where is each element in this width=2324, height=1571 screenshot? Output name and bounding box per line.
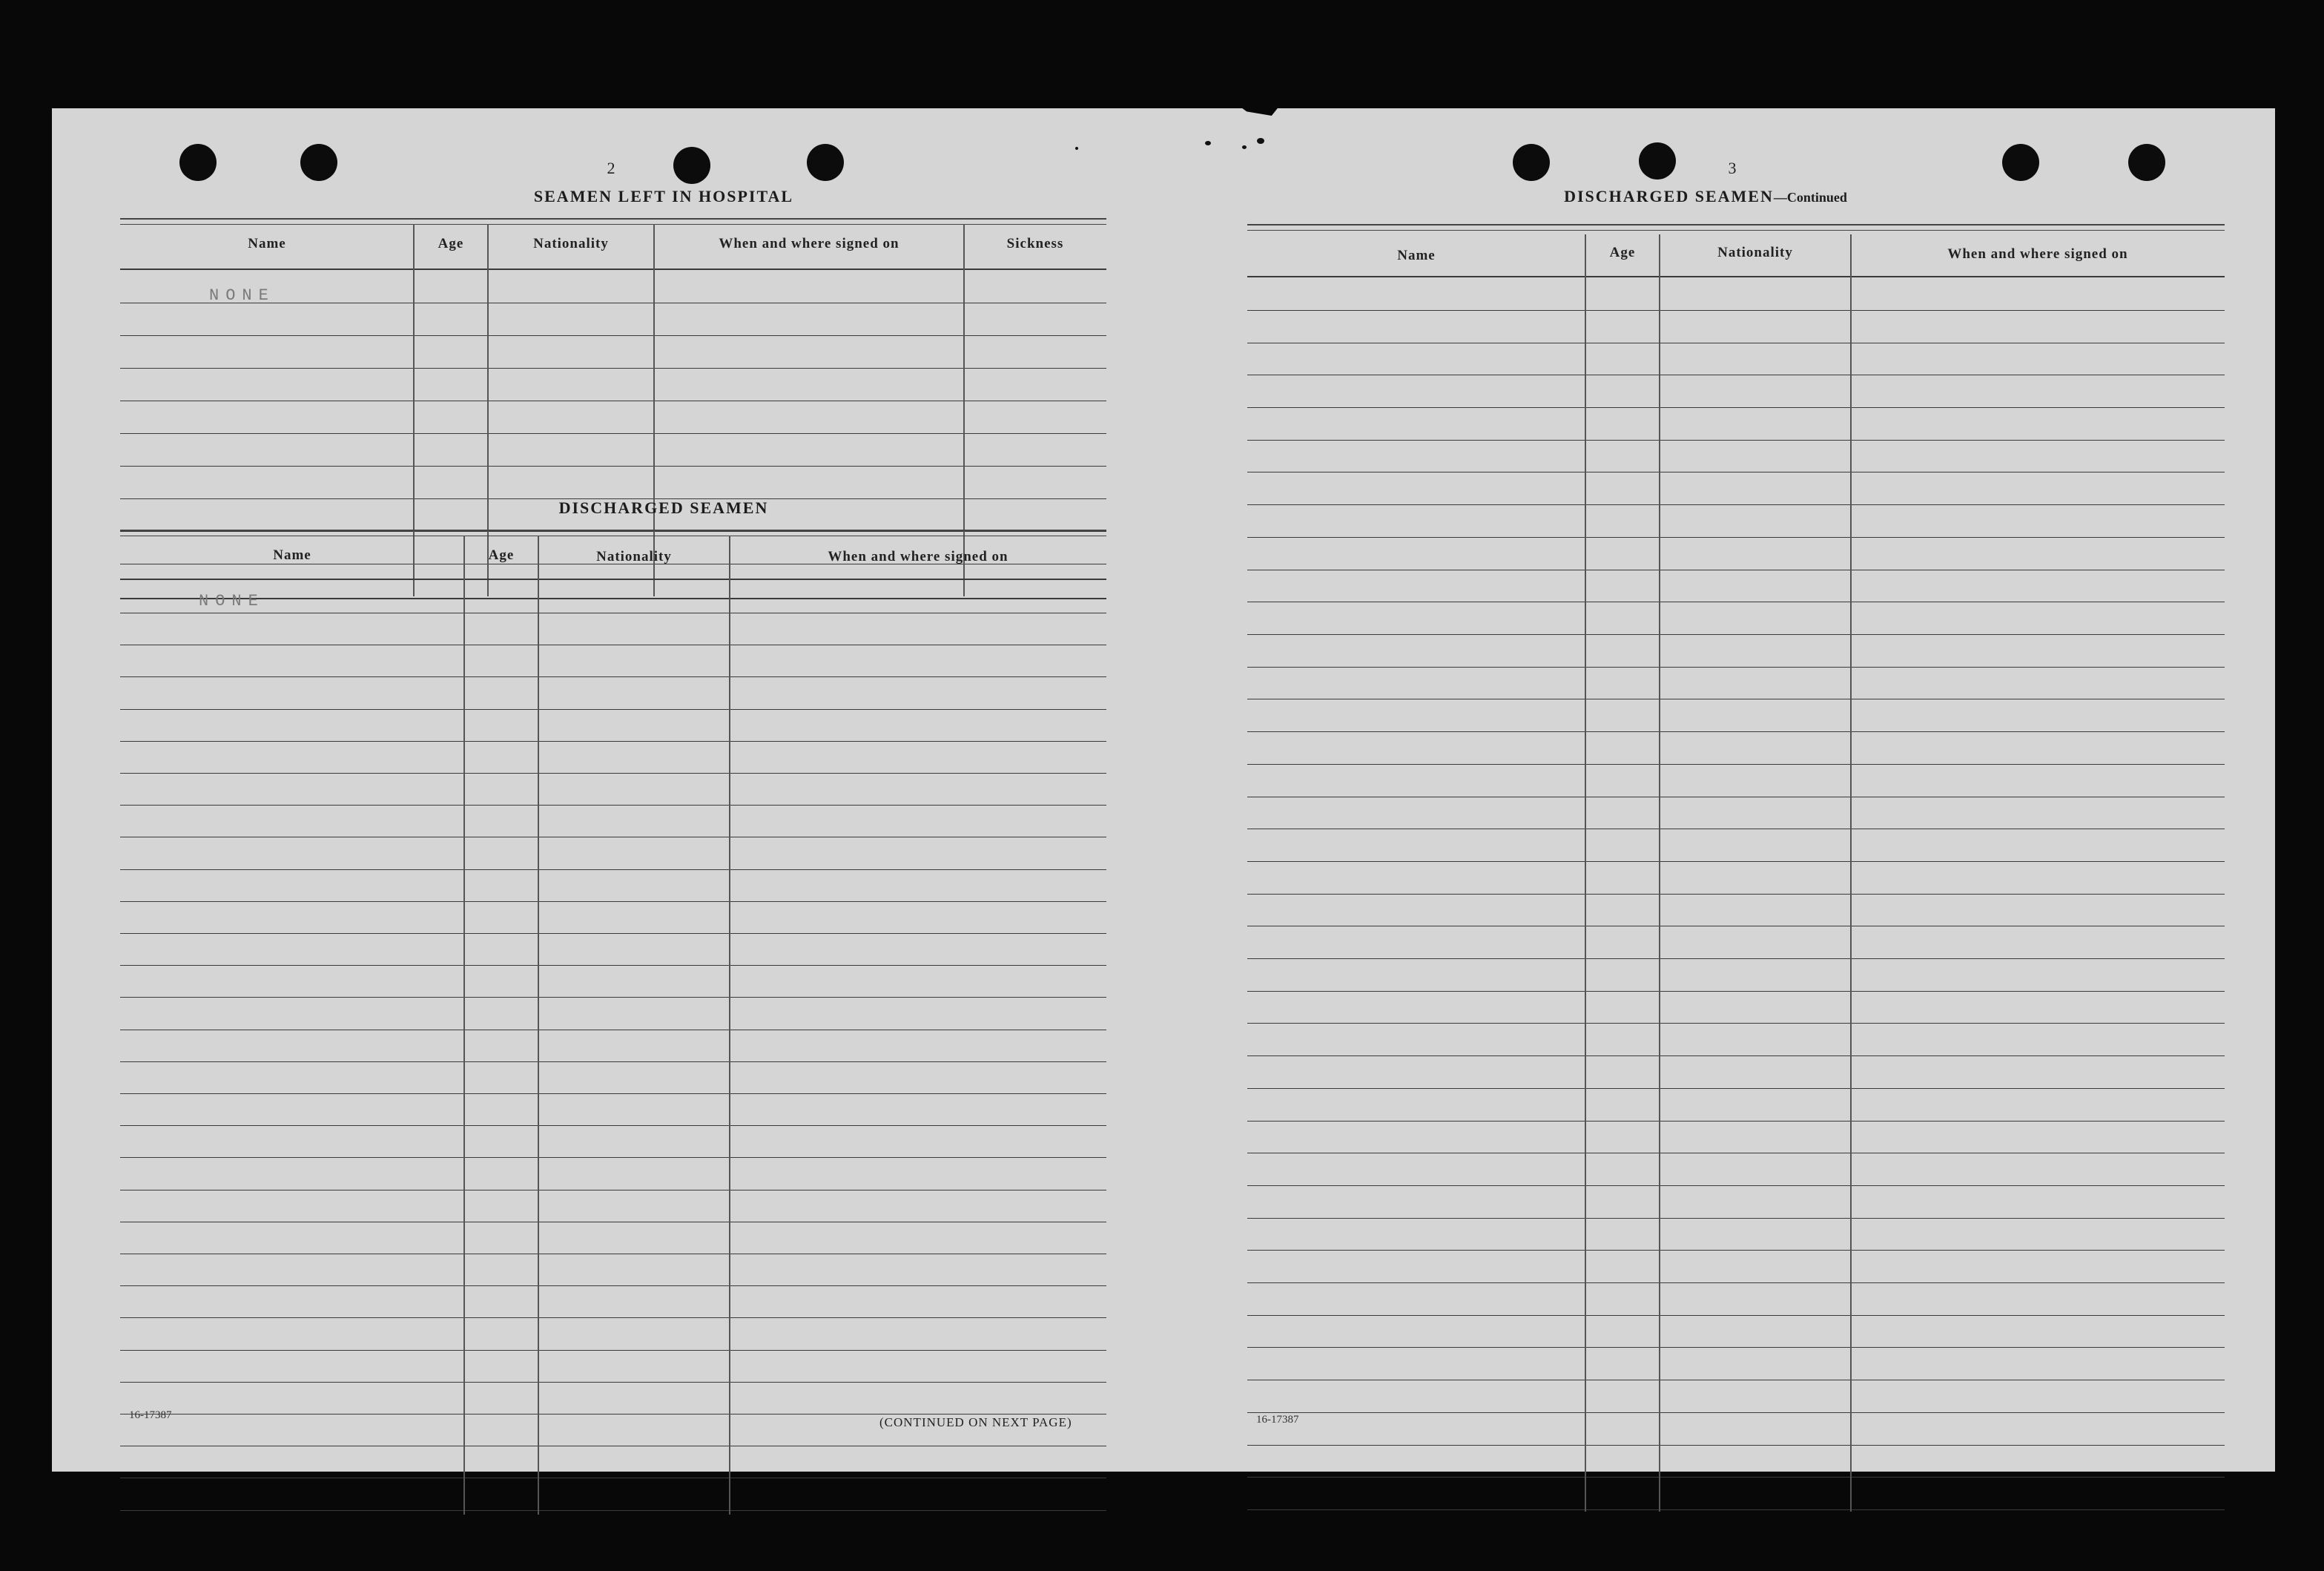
ruled-line <box>1247 667 2225 668</box>
ruled-line <box>1247 1121 2225 1122</box>
discharged-header-rule <box>120 579 1106 580</box>
ruled-line <box>120 773 1106 774</box>
ruled-line <box>120 1350 1106 1351</box>
right-col-signed-on: When and where signed on <box>1947 246 2128 262</box>
hospital-divider <box>413 224 415 596</box>
hospital-col-sickness: Sickness <box>1006 236 1064 251</box>
right-col-nationality: Nationality <box>1717 245 1793 260</box>
hospital-divider <box>653 224 655 596</box>
punch-hole <box>807 144 844 181</box>
ruled-line <box>1247 1023 2225 1024</box>
ruled-line <box>120 965 1106 966</box>
paper-tear <box>1238 105 1280 116</box>
ruled-line <box>1247 1315 2225 1316</box>
ruled-line <box>120 1157 1106 1158</box>
ruled-line <box>1247 1347 2225 1348</box>
ruled-line <box>120 1317 1106 1318</box>
page-number-right: 3 <box>1728 159 1737 177</box>
ruled-line <box>120 933 1106 934</box>
ruled-line <box>1247 1282 2225 1283</box>
ruled-line <box>1247 407 2225 408</box>
punch-hole <box>2002 144 2039 181</box>
discharged-col-nationality: Nationality <box>596 549 672 564</box>
discharged-top-rule <box>120 530 1106 536</box>
discharged-divider <box>538 536 539 1515</box>
ruled-line <box>1247 1055 2225 1056</box>
hospital-col-signed-on: When and where signed on <box>719 236 899 251</box>
discharged-col-name: Name <box>273 547 311 563</box>
ruled-line <box>1247 504 2225 505</box>
ruled-line <box>1247 440 2225 441</box>
document-spread <box>52 108 2275 1472</box>
hospital-col-age: Age <box>438 236 464 251</box>
ruled-line <box>1247 1445 2225 1446</box>
discharged-entry-none: NONE <box>199 592 265 610</box>
ruled-line <box>1247 634 2225 635</box>
ruled-line <box>120 368 1106 369</box>
right-section-title <box>1505 187 1906 206</box>
ruled-line <box>120 335 1106 336</box>
ink-speck <box>1242 145 1247 149</box>
ink-speck <box>1075 147 1078 150</box>
ruled-line <box>120 1382 1106 1383</box>
hospital-entry-none: NONE <box>209 286 275 305</box>
ruled-line <box>1247 1088 2225 1089</box>
ruled-line <box>1247 861 2225 862</box>
punch-hole <box>2128 144 2165 181</box>
discharged-section-title: DISCHARGED SEAMEN <box>558 498 769 517</box>
page-number-left: 2 <box>607 159 615 177</box>
hospital-col-name: Name <box>248 236 286 251</box>
hospital-header-rule <box>120 269 1106 270</box>
ruled-line <box>120 869 1106 870</box>
ruled-line <box>1247 1412 2225 1413</box>
right-col-name: Name <box>1397 248 1436 263</box>
punch-hole <box>673 147 710 184</box>
ruled-line <box>1247 1250 2225 1251</box>
ruled-line <box>120 676 1106 677</box>
ruled-line <box>1247 764 2225 765</box>
hospital-col-nationality: Nationality <box>533 236 609 251</box>
ruled-line <box>1247 731 2225 732</box>
ruled-line <box>120 997 1106 998</box>
right-col-age: Age <box>1609 245 1636 260</box>
discharged-divider <box>729 536 730 1515</box>
ruled-line <box>120 1510 1106 1511</box>
ruled-line <box>1247 1509 2225 1510</box>
ruled-line <box>120 466 1106 467</box>
ruled-line <box>120 433 1106 434</box>
punch-hole <box>300 144 337 181</box>
form-number-right: 16-17387 <box>1256 1414 1299 1426</box>
right-header-rule <box>1247 276 2225 277</box>
ruled-line <box>120 805 1106 806</box>
ruled-line <box>120 1061 1106 1062</box>
discharged-col-age: Age <box>488 547 515 563</box>
discharged-col-signed-on: When and where signed on <box>828 549 1009 564</box>
punch-hole <box>1639 142 1676 180</box>
ink-speck <box>1205 141 1211 145</box>
right-divider <box>1850 234 1852 1512</box>
ruled-line <box>1247 958 2225 959</box>
right-top-rule <box>1247 224 2225 231</box>
ruled-line <box>120 1093 1106 1094</box>
ruled-line <box>120 901 1106 902</box>
ruled-line <box>120 1125 1106 1126</box>
form-number-left: 16-17387 <box>129 1409 172 1421</box>
punch-hole <box>179 144 217 181</box>
ruled-line <box>1247 991 2225 992</box>
discharged-divider <box>463 536 465 1515</box>
continued-note: (CONTINUED ON NEXT PAGE) <box>879 1415 1072 1429</box>
ruled-line <box>1247 1477 2225 1478</box>
ruled-line <box>1247 894 2225 895</box>
ink-speck <box>1257 138 1264 144</box>
ruled-line <box>120 741 1106 742</box>
ruled-line <box>120 1285 1106 1286</box>
hospital-section-title: SEAMEN LEFT IN HOSPITAL <box>533 187 794 205</box>
ruled-line <box>1247 1185 2225 1186</box>
hospital-divider <box>963 224 965 596</box>
hospital-top-rule <box>120 218 1106 225</box>
punch-hole <box>1513 144 1550 181</box>
ruled-line <box>1247 310 2225 311</box>
right-divider <box>1585 234 1586 1512</box>
ruled-line <box>1247 537 2225 538</box>
right-divider <box>1659 234 1660 1512</box>
hospital-bottom-rule <box>120 598 1106 599</box>
right-title-main: DISCHARGED SEAMEN <box>1564 187 1774 205</box>
hospital-divider <box>487 224 489 596</box>
ruled-line <box>1247 1218 2225 1219</box>
right-title-suffix: —Continued <box>1773 190 1847 205</box>
ruled-line <box>120 709 1106 710</box>
